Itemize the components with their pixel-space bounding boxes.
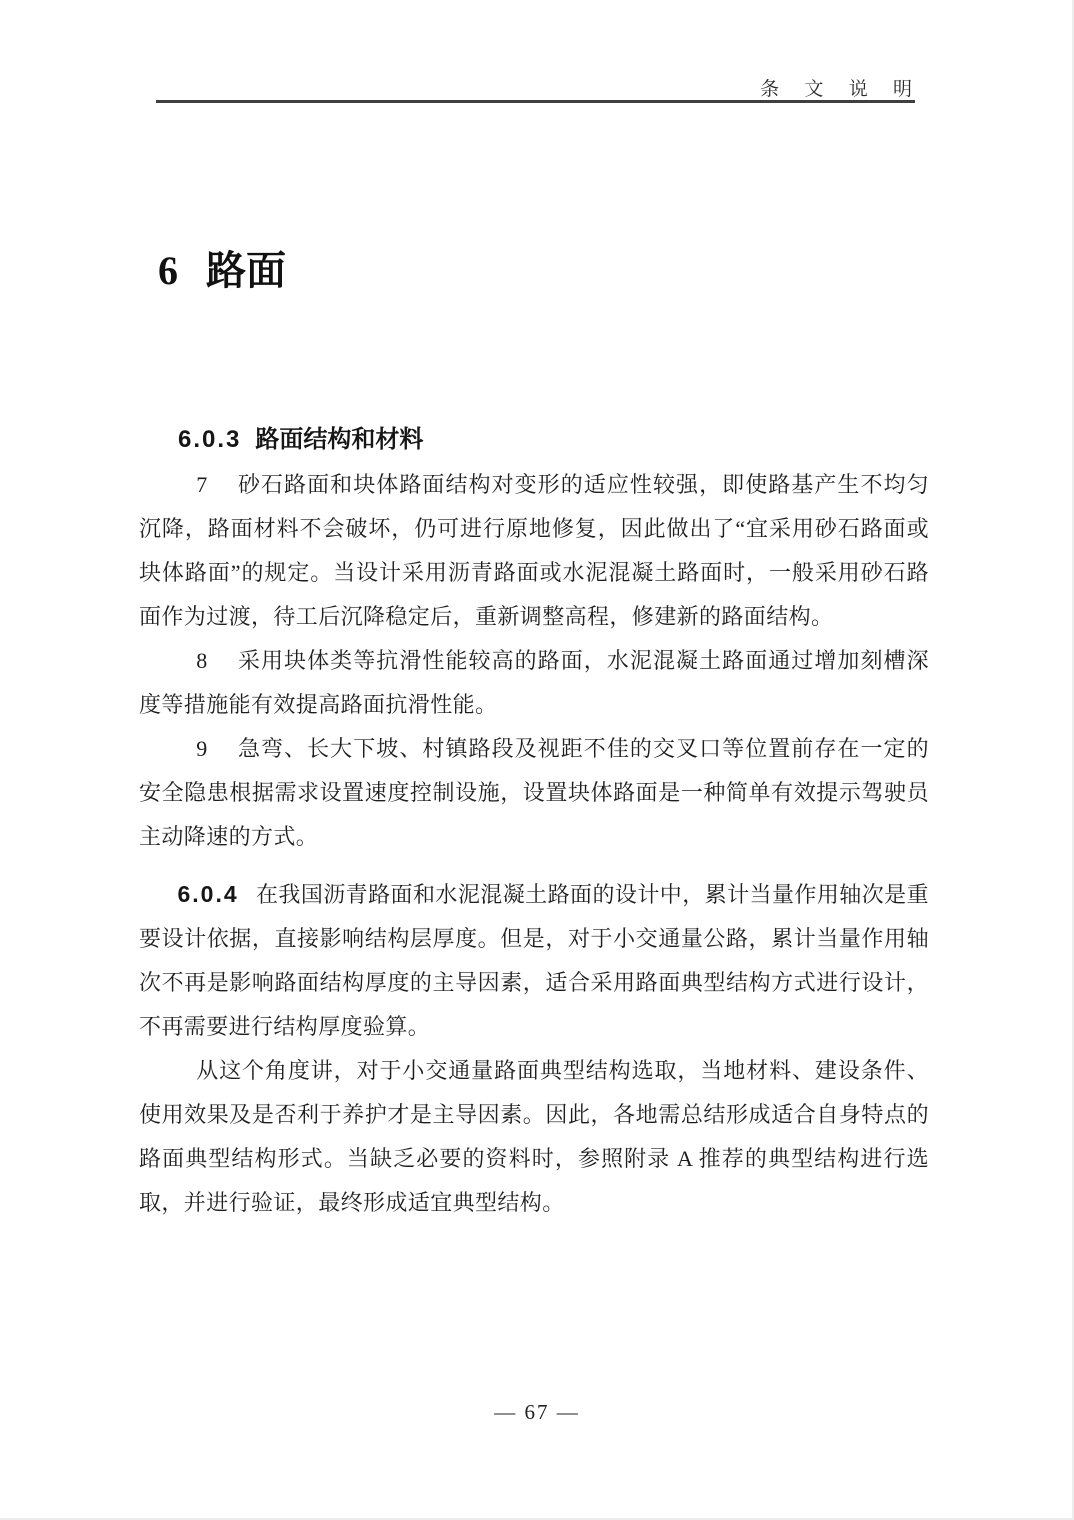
item-paragraph-8 — [139, 639, 929, 727]
clause-paragraph-6-0-4 — [139, 872, 929, 1049]
chapter-heading — [158, 247, 286, 295]
item-text: 采用块体类等抗滑性能较高的路面，水泥混凝土路面通过增加刻槽深度等措施能有效提高路面抗滑性能。 — [139, 648, 929, 717]
clause-heading-6-0-3 — [139, 417, 929, 463]
clause-number: 6.0.3 — [178, 426, 242, 453]
running-header: 条 文 说 明 — [760, 79, 922, 100]
item-paragraph-7 — [139, 463, 929, 639]
chapter-number: 6 — [158, 248, 178, 293]
body-paragraph: 从这个角度讲，对于小交通量路面典型结构选取，当地材料、建设条件、使用效果及是否利于养护才是主导因素。因此，各地需总结形成适合自身特点的路面典型结构形式。当缺乏必要的资料时，参照附录 A 推荐的典型结构进行选取，并进行验证，最终形成适宜典型结构。 — [139, 1058, 929, 1215]
header-rule — [156, 100, 915, 103]
item-number: 9 — [196, 736, 208, 761]
item-number: 7 — [196, 472, 208, 497]
item-paragraph-9 — [139, 727, 929, 859]
clause-text: 在我国沥青路面和水泥混凝土路面的设计中，累计当量作用轴次是重要设计依据，直接影响结构层厚度。但是，对于小交通量公路，累计当量作用轴次不再是影响路面结构厚度的主导因素，适合采用路面典型结构方式进行设计，不再需要进行结构厚度验算。 — [139, 882, 929, 1039]
item-number: 8 — [196, 648, 208, 673]
item-text: 砂石路面和块体路面结构对变形的适应性较强，即使路基产生不均匀沉降，路面材料不会破坏，仍可进行原地修复，因此做出了“宜采用砂石路面或块体路面”的规定。当设计采用沥青路面或水泥混凝土路面时，一般采用砂石路面作为过渡，待工后沉降稳定后，重新调整高程，修建新的路面结构。 — [139, 472, 929, 629]
clause-title: 路面结构和材料 — [255, 426, 424, 453]
page-number: — 67 — — [494, 1400, 580, 1424]
page-body — [139, 417, 929, 1225]
clause-number: 6.0.4 — [177, 881, 239, 907]
item-text: 急弯、长大下坡、村镇路段及视距不佳的交叉口等位置前存在一定的安全隐患根据需求设置速度控制设施，设置块体路面是一种简单有效提示驾驶员主动降速的方式。 — [139, 736, 929, 849]
chapter-title: 路面 — [206, 248, 286, 293]
